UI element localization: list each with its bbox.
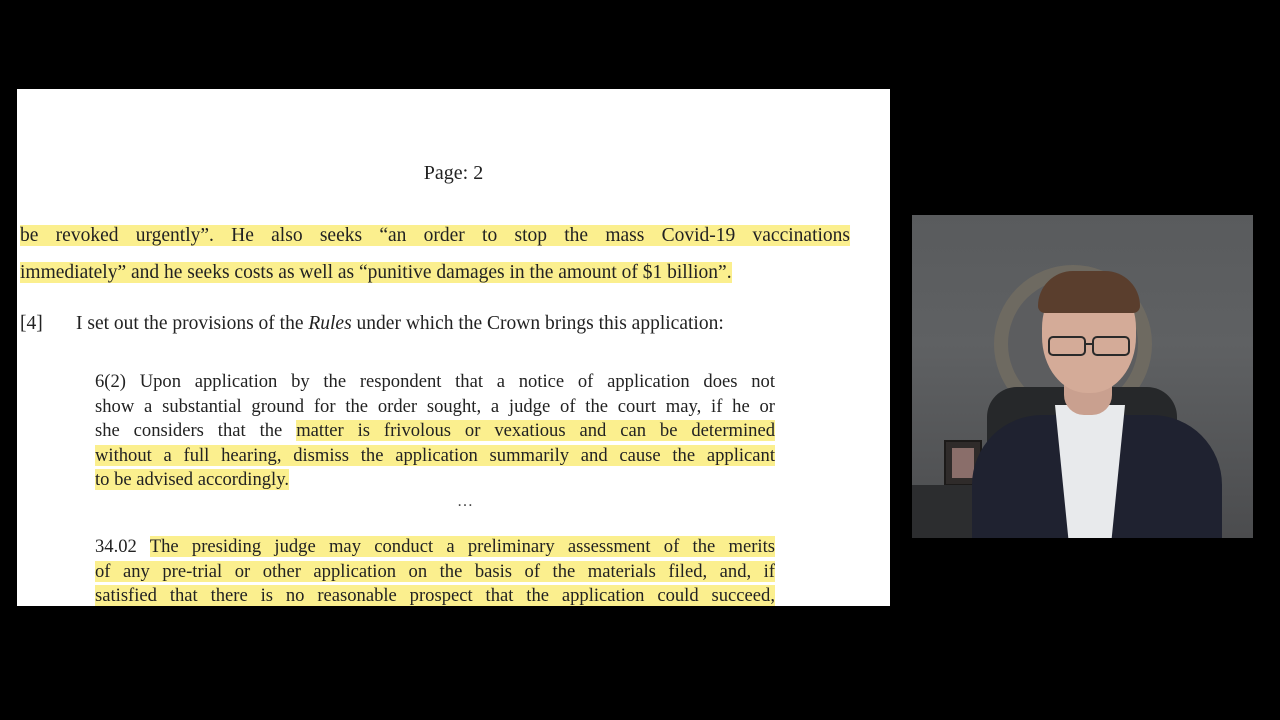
highlighted-text: The presiding judge may conduct a preliminary assessment of the merits (149, 536, 775, 557)
quote-line (95, 419, 775, 444)
document-page (17, 89, 890, 606)
highlighted-text: be revoked urgently”. He also seeks “an order to stop the mass Covid-19 vaccinations (20, 225, 850, 246)
paragraph-text: under which the Crown brings this application: (351, 313, 724, 334)
quote-line (95, 535, 775, 560)
quote-text: 34.02 (95, 536, 150, 557)
rules-italic: Rules (308, 313, 352, 334)
highlighted-text: without a full hearing, dismiss the application summarily and cause the applicant (95, 444, 775, 466)
quote-line (95, 468, 775, 493)
picture-frame-photo (952, 448, 974, 478)
quote-line (95, 584, 775, 606)
rule-34-02-quote (95, 535, 775, 606)
highlighted-text: immediately” and he seeks costs as well as “punitive damages in the amount of $1 billion”. (20, 262, 732, 283)
quote-line: 6(2) Upon application by the respondent that a notice of application does not (95, 371, 775, 392)
highlighted-text: to be advised accordingly. (95, 469, 289, 490)
page-header: Page: 2 (423, 162, 484, 184)
presenter-hair (1038, 271, 1140, 313)
quote-text: she considers that the (95, 420, 297, 441)
quote-line (95, 560, 775, 585)
quote-line: show a substantial ground for the order sought, a judge of the court may, if he or (95, 395, 775, 417)
highlighted-text: matter is frivolous or vexatious and can be determined (296, 420, 775, 441)
paragraph-text: I set out the provisions of the (76, 313, 309, 334)
rule-6-2-quote (95, 370, 775, 493)
webcam-video (912, 215, 1253, 538)
glasses-icon (1048, 336, 1132, 354)
paragraph-3-continuation (20, 217, 850, 291)
paragraph-4 (20, 313, 850, 335)
quote-line (95, 444, 775, 469)
highlighted-text: satisfied that there is no reasonable prospect that the application could succeed, (95, 585, 775, 606)
paragraph-number: [4] (20, 313, 43, 334)
highlighted-text: of any pre-trial or other application on the basis of the materials filed, and, if (95, 560, 775, 582)
ellipsis: … (457, 493, 473, 510)
